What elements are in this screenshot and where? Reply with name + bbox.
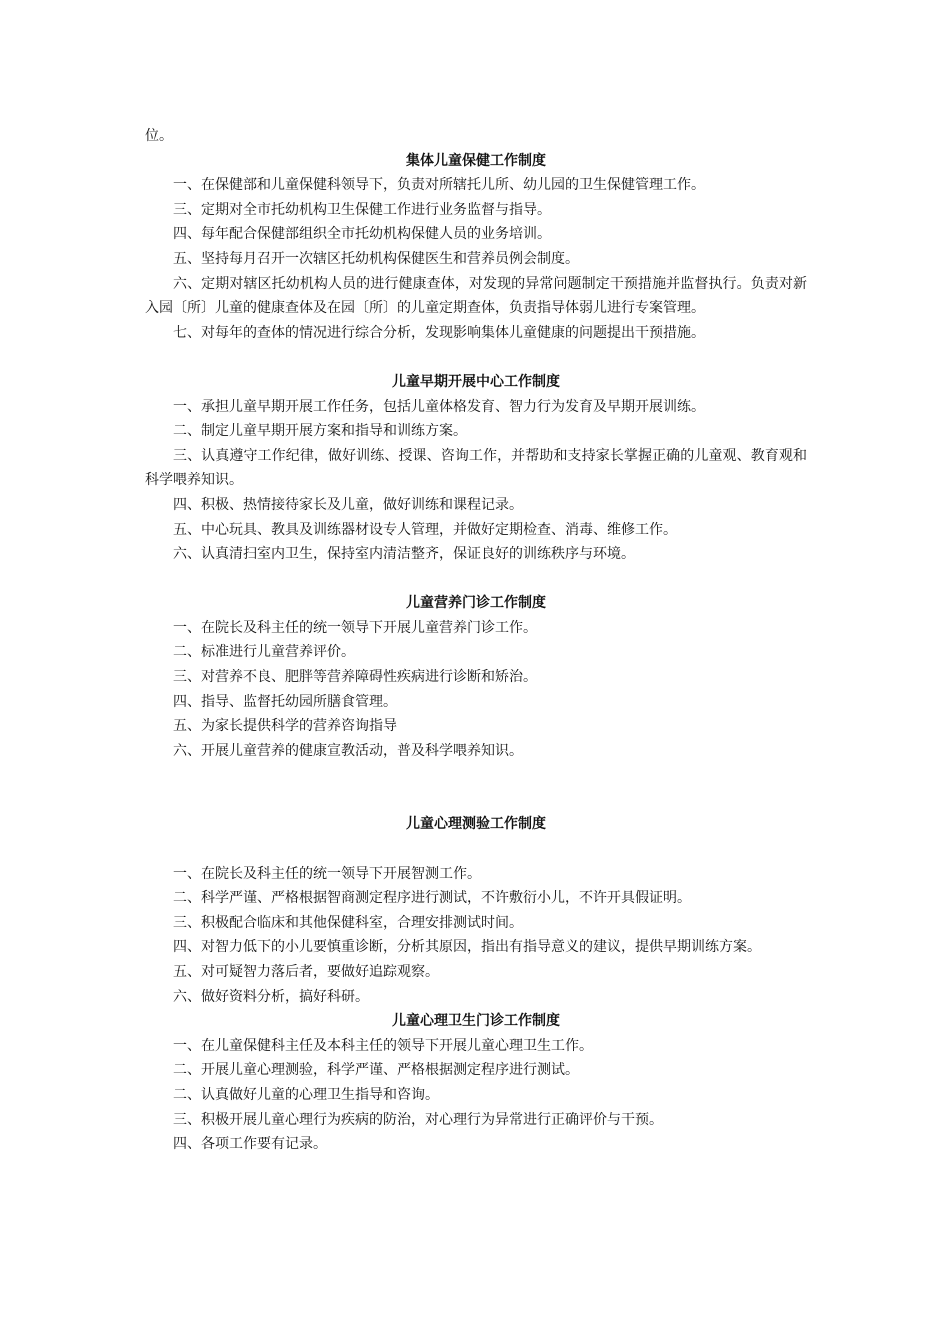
section-item: 五、为家长提供科学的营养咨询指导 (173, 718, 397, 735)
continuation-text: 位。 (145, 128, 173, 144)
section-item: 六、开展儿童营养的健康宣教活动，普及科学喂养知识。 (173, 742, 523, 759)
section-item: 六、定期对辖区托幼机构人员的进行健康查体，对发现的异常问题制定干预措施并监督执行。负责对新入园〔所〕儿童的健康查体及在园〔所〕的儿童定期查体，负责指导体弱儿进行专案管理。 (145, 275, 807, 317)
section-title: 儿童心理测验工作制度 (406, 816, 546, 833)
spacer (145, 567, 807, 592)
section-item: 一、承担儿童早期开展工作任务，包括儿童体格发育、智力行为发育及早期开展训练。 (173, 398, 705, 415)
document-page (145, 124, 807, 1157)
section-item: 四、各项工作要有记录。 (173, 1136, 327, 1153)
section-item: 三、定期对全市托幼机构卫生保健工作进行业务监督与指导。 (173, 201, 551, 218)
section-item: 三、积极开展儿童心理行为疾病的防治，对心理行为异常进行正确评价与干预。 (173, 1111, 663, 1128)
section-item: 四、每年配合保健部组织全市托幼机构保健人员的业务培训。 (173, 226, 551, 243)
section-item: 三、对营养不良、肥胖等营养障碍性疾病进行诊断和矫治。 (173, 669, 537, 686)
section-item: 一、在院长及科主任的统一领导下开展儿童营养门诊工作。 (173, 619, 537, 636)
section-item: 二、制定儿童早期开展方案和指导和训练方案。 (173, 423, 467, 440)
section-title: 儿童营养门诊工作制度 (406, 595, 546, 612)
section-item: 一、在儿童保健科主任及本科主任的领导下开展儿童心理卫生工作。 (173, 1037, 593, 1054)
section-item: 五、对可疑智力落后者，要做好追踪观察。 (173, 964, 439, 980)
section-item: 三、积极配合临床和其他保健科室，合理安排测试时间。 (173, 914, 523, 931)
section-item: 七、对每年的查体的情况进行综合分析，发现影响集体儿童健康的问题提出干预措施。 (173, 324, 705, 341)
section-item: 五、坚持每月召开一次辖区托幼机构保健医生和营养员例会制度。 (173, 250, 579, 267)
section-item: 二、科学严谨、严格根据智商测定程序进行测试，不许敷衍小儿，不许开具假证明。 (173, 890, 691, 907)
section-item: 一、在院长及科主任的统一领导下开展智测工作。 (173, 865, 481, 882)
section-item: 四、指导、监督托幼园所膳食管理。 (173, 693, 397, 710)
section-item: 四、积极、热情接待家长及儿童，做好训练和课程记录。 (173, 496, 523, 513)
spacer (145, 837, 807, 862)
section-item: 二、开展儿童心理测验，科学严谨、严格根据测定程序进行测试。 (173, 1062, 579, 1079)
section-item: 五、中心玩具、教具及训练器材设专人管理，并做好定期检查、消毒、维修工作。 (173, 521, 677, 538)
section-title: 集体儿童保健工作制度 (406, 152, 546, 169)
section-item: 二、认真做好儿童的心理卫生指导和咨询。 (173, 1086, 439, 1103)
section-item: 六、认真清扫室内卫生，保持室内清洁整齐，保证良好的训练秩序与环境。 (173, 546, 635, 563)
spacer (145, 763, 807, 812)
section-title: 儿童心理卫生门诊工作制度 (392, 1013, 560, 1030)
section-item: 二、标准进行儿童营养评价。 (173, 644, 355, 661)
section-item: 三、认真遵守工作纪律，做好训练、授课、咨询工作，并帮助和支持家长掌握正确的儿童观、教育观和科学喂养知识。 (145, 447, 807, 489)
section-item: 四、对智力低下的小儿要慎重诊断，分析其原因，指出有指导意义的建议，提供早期训练方案。 (173, 939, 761, 956)
section-item: 一、在保健部和儿童保健科领导下，负责对所辖托儿所、幼儿园的卫生保健管理工作。 (173, 177, 705, 194)
spacer (145, 345, 807, 370)
section-title: 儿童早期开展中心工作制度 (392, 373, 560, 390)
section-item: 六、做好资料分析，搞好科研。 (173, 988, 369, 1005)
